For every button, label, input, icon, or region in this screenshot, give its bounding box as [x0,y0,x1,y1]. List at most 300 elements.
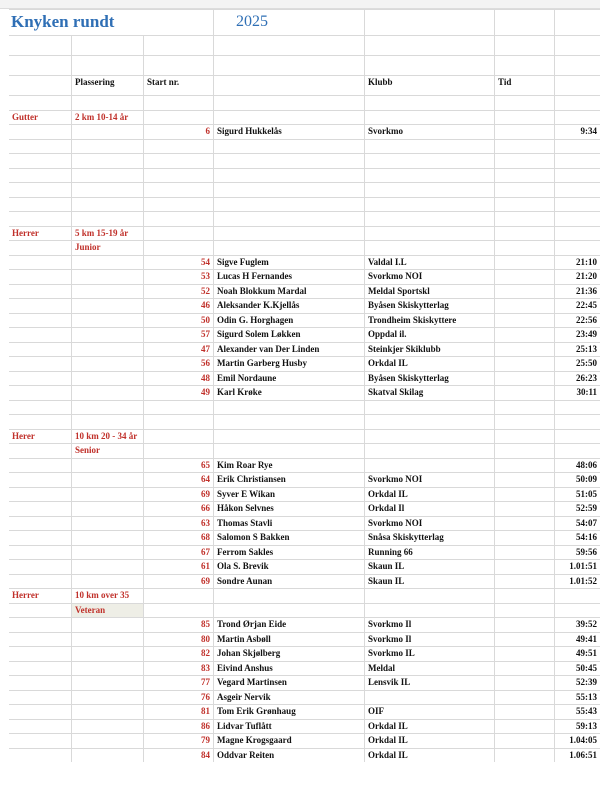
cell[interactable] [214,183,365,197]
cell[interactable] [144,154,214,168]
athlete-name[interactable]: Lidvar Tuflått [214,720,365,734]
cell[interactable] [214,169,365,183]
cell[interactable] [9,618,72,632]
club-name[interactable] [365,691,495,705]
athlete-name[interactable]: Karl Krøke [214,386,365,400]
cell[interactable] [555,36,600,55]
result-time[interactable]: 49:51 [576,648,597,658]
cell[interactable] [555,241,600,255]
result-time[interactable]: 22:56 [576,314,597,325]
cell[interactable] [144,169,214,183]
cell[interactable] [495,372,555,386]
club-name[interactable]: Svorkmo NOI [365,473,495,487]
start-nr[interactable]: 56 [144,357,214,371]
cell[interactable] [495,154,555,168]
cell[interactable] [365,444,495,458]
cell[interactable] [495,241,555,255]
cell[interactable] [365,415,495,429]
club-name[interactable]: Svorkmo NOI [365,270,495,284]
club-name[interactable]: Svorkmo Il [365,618,495,632]
cell[interactable] [495,270,555,284]
athlete-name[interactable]: Lucas H Fernandes [214,270,365,284]
cell[interactable] [555,430,600,444]
cell[interactable] [555,183,600,197]
cell[interactable] [495,386,555,400]
cell[interactable] [9,386,72,400]
cell[interactable] [72,502,144,516]
start-nr[interactable]: 57 [144,328,214,342]
club-name[interactable]: Steinkjer Skiklubb [365,343,495,357]
club-name[interactable]: Valdal I.L [365,256,495,270]
cell[interactable] [9,183,72,197]
cell[interactable] [72,299,144,313]
cell[interactable] [555,140,600,154]
cell[interactable] [9,372,72,386]
cell[interactable] [495,299,555,313]
cell[interactable] [214,604,365,618]
cell[interactable] [555,227,600,241]
cell[interactable] [9,56,72,75]
athlete-name[interactable]: Kim Roar Rye [214,459,365,473]
cell[interactable] [495,633,555,647]
cell[interactable] [9,459,72,473]
cell[interactable] [214,154,365,168]
cell[interactable] [555,198,600,212]
club-name[interactable]: Orkdal IL [365,734,495,748]
cell[interactable] [495,720,555,734]
section-group[interactable]: Herer [9,430,72,444]
cell[interactable] [365,154,495,168]
cell[interactable] [495,488,555,502]
cell[interactable] [72,56,144,75]
cell[interactable] [9,314,72,328]
cell[interactable] [144,140,214,154]
athlete-name[interactable]: Asgeir Nervik [214,691,365,705]
cell[interactable] [72,749,144,763]
cell[interactable] [365,241,495,255]
cell[interactable] [495,285,555,299]
cell[interactable] [555,401,600,415]
athlete-name[interactable]: Ferrom Sakles [214,546,365,560]
club-name[interactable]: Snåsa Skiskytterlag [365,531,495,545]
club-name[interactable]: OIF [365,705,495,719]
cell[interactable] [72,198,144,212]
cell[interactable] [72,531,144,545]
cell[interactable] [144,430,214,444]
cell[interactable] [9,473,72,487]
cell[interactable] [9,76,72,95]
athlete-name[interactable]: Sigurd Hukkelås [214,125,365,139]
section-group[interactable]: Gutter [9,111,72,125]
cell[interactable] [9,36,72,55]
athlete-name[interactable]: Magne Krogsgaard [214,734,365,748]
result-time[interactable]: 50:09 [576,474,597,484]
cell[interactable] [9,415,72,429]
cell[interactable] [555,604,600,618]
cell[interactable] [72,401,144,415]
cell[interactable] [365,589,495,603]
cell[interactable] [495,604,555,618]
section-label[interactable]: 2 km 10-14 år [72,111,144,125]
club-name[interactable]: Trondheim Skiskyttere [365,314,495,328]
cell[interactable] [365,212,495,226]
cell[interactable] [495,96,555,110]
cell[interactable] [495,705,555,719]
cell[interactable] [72,705,144,719]
club-name[interactable]: Orkdal IL [365,720,495,734]
cell[interactable] [72,473,144,487]
cell[interactable] [495,589,555,603]
athlete-name[interactable]: Erik Christiansen [214,473,365,487]
cell[interactable] [9,517,72,531]
start-nr[interactable]: 47 [144,343,214,357]
cell[interactable] [9,734,72,748]
cell[interactable] [9,531,72,545]
athlete-name[interactable]: Syver E Wikan [214,488,365,502]
club-name[interactable]: Byåsen Skiskytterlag [365,299,495,313]
cell[interactable] [214,227,365,241]
cell[interactable] [495,430,555,444]
cell[interactable] [214,401,365,415]
athlete-name[interactable]: Tom Erik Grønhaug [214,705,365,719]
start-nr[interactable]: 68 [144,531,214,545]
cell[interactable] [144,401,214,415]
cell[interactable] [9,676,72,690]
cell[interactable] [555,76,600,95]
cell[interactable] [9,647,72,661]
cell[interactable] [9,444,72,458]
result-time[interactable]: 52:59 [576,503,597,513]
cell[interactable] [495,444,555,458]
athlete-name[interactable]: Salomon S Bakken [214,531,365,545]
result-time[interactable]: 55:43 [576,706,597,716]
cell[interactable] [495,502,555,516]
cell[interactable] [144,241,214,255]
cell[interactable] [495,198,555,212]
start-nr[interactable]: 79 [144,734,214,748]
start-nr[interactable]: 53 [144,270,214,284]
cell[interactable] [555,169,600,183]
cell[interactable] [72,676,144,690]
cell[interactable] [365,198,495,212]
result-time[interactable]: 52:39 [576,677,597,687]
cell[interactable] [72,720,144,734]
cell[interactable] [495,357,555,371]
cell[interactable] [555,56,600,75]
cell[interactable] [9,154,72,168]
result-time[interactable]: 48:06 [576,459,597,470]
result-time[interactable]: 59:13 [576,720,597,731]
club-name[interactable]: Skatval Skilag [365,386,495,400]
club-name[interactable]: Svorkmo [365,125,495,139]
result-time[interactable]: 26:23 [576,372,597,383]
athlete-name[interactable]: Thomas Stavli [214,517,365,531]
cell[interactable] [72,256,144,270]
athlete-name[interactable]: Ola S. Brevik [214,560,365,574]
cell[interactable] [555,444,600,458]
athlete-name[interactable]: Aleksander K.Kjellås [214,299,365,313]
cell[interactable] [9,691,72,705]
cell[interactable] [555,154,600,168]
result-time[interactable]: 1.04:05 [569,735,597,745]
sheet-title[interactable]: Knyken rundt [9,10,214,35]
cell[interactable] [72,560,144,574]
cell[interactable] [9,270,72,284]
cell[interactable] [214,96,365,110]
cell[interactable] [555,415,600,429]
cell[interactable] [144,96,214,110]
cell[interactable] [144,56,214,75]
athlete-name[interactable]: Noah Blokkum Mardal [214,285,365,299]
cell[interactable] [495,676,555,690]
cell[interactable] [365,36,495,55]
start-nr[interactable]: 83 [144,662,214,676]
cell[interactable] [495,401,555,415]
cell[interactable] [495,734,555,748]
section-sub[interactable]: Senior [72,444,144,458]
cell[interactable] [9,546,72,560]
cell[interactable] [365,96,495,110]
athlete-name[interactable]: Johan Skjølberg [214,647,365,661]
start-nr[interactable]: 85 [144,618,214,632]
cell[interactable] [9,198,72,212]
header-start-nr[interactable]: Start nr. [144,76,214,95]
club-name[interactable]: Svorkmo NOI [365,517,495,531]
start-nr[interactable]: 61 [144,560,214,574]
cell[interactable] [9,343,72,357]
cell[interactable] [72,488,144,502]
cell[interactable] [495,662,555,676]
cell[interactable] [495,111,555,125]
athlete-name[interactable]: Sigurd Solem Løkken [214,328,365,342]
cell[interactable] [72,734,144,748]
start-nr[interactable]: 64 [144,473,214,487]
cell[interactable] [495,140,555,154]
start-nr[interactable]: 6 [144,125,214,139]
start-nr[interactable]: 77 [144,676,214,690]
cell[interactable] [144,589,214,603]
sheet-year[interactable]: 2025 [214,10,365,35]
cell[interactable] [214,140,365,154]
athlete-name[interactable]: Emil Nordaune [214,372,365,386]
cell[interactable] [144,227,214,241]
cell[interactable] [495,575,555,589]
cell[interactable] [72,343,144,357]
start-nr[interactable]: 76 [144,691,214,705]
cell[interactable] [144,415,214,429]
cell[interactable] [555,111,600,125]
club-name[interactable]: Oppdal il. [365,328,495,342]
cell[interactable] [365,140,495,154]
cell[interactable] [495,531,555,545]
start-nr[interactable]: 50 [144,314,214,328]
start-nr[interactable]: 48 [144,372,214,386]
cell[interactable] [495,517,555,531]
section-sub[interactable]: Junior [72,241,144,255]
start-nr[interactable]: 67 [144,546,214,560]
club-name[interactable]: Orkdal IL [365,488,495,502]
athlete-name[interactable]: Vegard Martinsen [214,676,365,690]
cell[interactable] [214,415,365,429]
cell[interactable] [9,401,72,415]
cell[interactable] [9,96,72,110]
cell[interactable] [9,720,72,734]
result-time[interactable]: 1.01:52 [569,575,597,586]
cell[interactable] [495,212,555,226]
cell[interactable] [72,372,144,386]
cell[interactable] [72,169,144,183]
result-time[interactable]: 51:05 [576,488,597,499]
cell[interactable] [214,241,365,255]
athlete-name[interactable]: Martin Asbøll [214,633,365,647]
cell[interactable] [9,328,72,342]
athlete-name[interactable]: Sigve Fuglem [214,256,365,270]
result-time[interactable]: 50:45 [576,662,597,673]
athlete-name[interactable]: Sondre Aunan [214,575,365,589]
cell[interactable] [365,111,495,125]
cell[interactable] [365,430,495,444]
cell[interactable] [9,633,72,647]
section-label[interactable]: 5 km 15-19 år [72,227,144,241]
cell[interactable] [365,227,495,241]
cell[interactable] [495,647,555,661]
club-name[interactable]: Svorkmo IL [365,647,495,661]
result-time[interactable]: 21:20 [576,271,597,281]
cell[interactable] [495,314,555,328]
cell[interactable] [495,343,555,357]
cell[interactable] [144,183,214,197]
cell[interactable] [9,705,72,719]
cell[interactable] [214,76,365,95]
cell[interactable] [214,36,365,55]
cell[interactable] [72,662,144,676]
cell[interactable] [495,227,555,241]
cell[interactable] [365,401,495,415]
club-name[interactable]: Orkdal Il [365,502,495,516]
section-label[interactable]: 10 km over 35 [72,589,144,603]
result-time[interactable]: 23:49 [576,329,597,339]
cell[interactable] [495,125,555,139]
cell[interactable] [72,386,144,400]
start-nr[interactable]: 81 [144,705,214,719]
cell[interactable] [214,56,365,75]
cell[interactable] [495,56,555,75]
cell[interactable] [72,212,144,226]
cell[interactable] [72,575,144,589]
cell[interactable] [495,169,555,183]
start-nr[interactable]: 69 [144,575,214,589]
cell[interactable] [72,633,144,647]
cell[interactable] [72,125,144,139]
cell[interactable] [9,285,72,299]
cell[interactable] [9,241,72,255]
start-nr[interactable]: 49 [144,386,214,400]
result-time[interactable]: 9:34 [580,126,597,136]
cell[interactable] [9,662,72,676]
start-nr[interactable]: 52 [144,285,214,299]
cell[interactable] [214,589,365,603]
result-time[interactable]: 1.01:51 [569,561,597,571]
cell[interactable] [495,256,555,270]
start-nr[interactable]: 54 [144,256,214,270]
cell[interactable] [72,96,144,110]
section-sub[interactable]: Veteran [72,604,144,618]
result-time[interactable]: 30:11 [576,387,597,397]
club-name[interactable] [365,459,495,473]
start-nr[interactable]: 63 [144,517,214,531]
result-time[interactable]: 25:50 [576,358,597,368]
athlete-name[interactable]: Trond Ørjan Eide [214,618,365,632]
cell[interactable] [72,140,144,154]
club-name[interactable]: Skaun IL [365,575,495,589]
start-nr[interactable]: 84 [144,749,214,763]
header-plassering[interactable]: Plassering [72,76,144,95]
club-name[interactable]: Meldal [365,662,495,676]
result-time[interactable]: 39:52 [576,619,597,629]
athlete-name[interactable]: Håkon Selvnes [214,502,365,516]
result-time[interactable]: 54:16 [576,532,597,542]
cell[interactable] [214,212,365,226]
cell[interactable] [9,212,72,226]
section-group[interactable]: Herrer [9,589,72,603]
cell[interactable] [214,198,365,212]
cell[interactable] [9,299,72,313]
section-label[interactable]: 10 km 20 - 34 år [72,430,144,444]
start-nr[interactable]: 86 [144,720,214,734]
cell[interactable] [555,212,600,226]
cell[interactable] [495,473,555,487]
cell[interactable] [9,749,72,763]
cell[interactable] [495,415,555,429]
club-name[interactable]: Running 66 [365,546,495,560]
start-nr[interactable]: 80 [144,633,214,647]
cell[interactable] [214,111,365,125]
result-time[interactable]: 54:07 [576,517,597,528]
cell[interactable] [9,256,72,270]
cell[interactable] [72,415,144,429]
cell[interactable] [144,444,214,458]
header-klubb[interactable]: Klubb [365,76,495,95]
club-name[interactable]: Orkdal IL [365,749,495,763]
cell[interactable] [72,328,144,342]
cell[interactable] [72,546,144,560]
cell[interactable] [144,36,214,55]
cell[interactable] [144,111,214,125]
cell[interactable] [72,314,144,328]
result-time[interactable]: 49:41 [576,633,597,644]
result-time[interactable]: 59:56 [576,546,597,557]
cell[interactable] [365,604,495,618]
club-name[interactable]: Orkdal IL [365,357,495,371]
cell[interactable] [495,618,555,632]
start-nr[interactable]: 46 [144,299,214,313]
cell[interactable] [214,444,365,458]
cell[interactable] [72,517,144,531]
cell[interactable] [9,560,72,574]
cell[interactable] [365,183,495,197]
cell[interactable] [9,604,72,618]
cell[interactable] [144,604,214,618]
result-time[interactable]: 22:45 [576,300,597,310]
cell[interactable] [72,270,144,284]
athlete-name[interactable]: Alexander van Der Linden [214,343,365,357]
club-name[interactable]: Skaun IL [365,560,495,574]
start-nr[interactable]: 65 [144,459,214,473]
cell[interactable] [9,140,72,154]
cell[interactable] [214,430,365,444]
cell[interactable] [365,169,495,183]
cell[interactable] [9,125,72,139]
